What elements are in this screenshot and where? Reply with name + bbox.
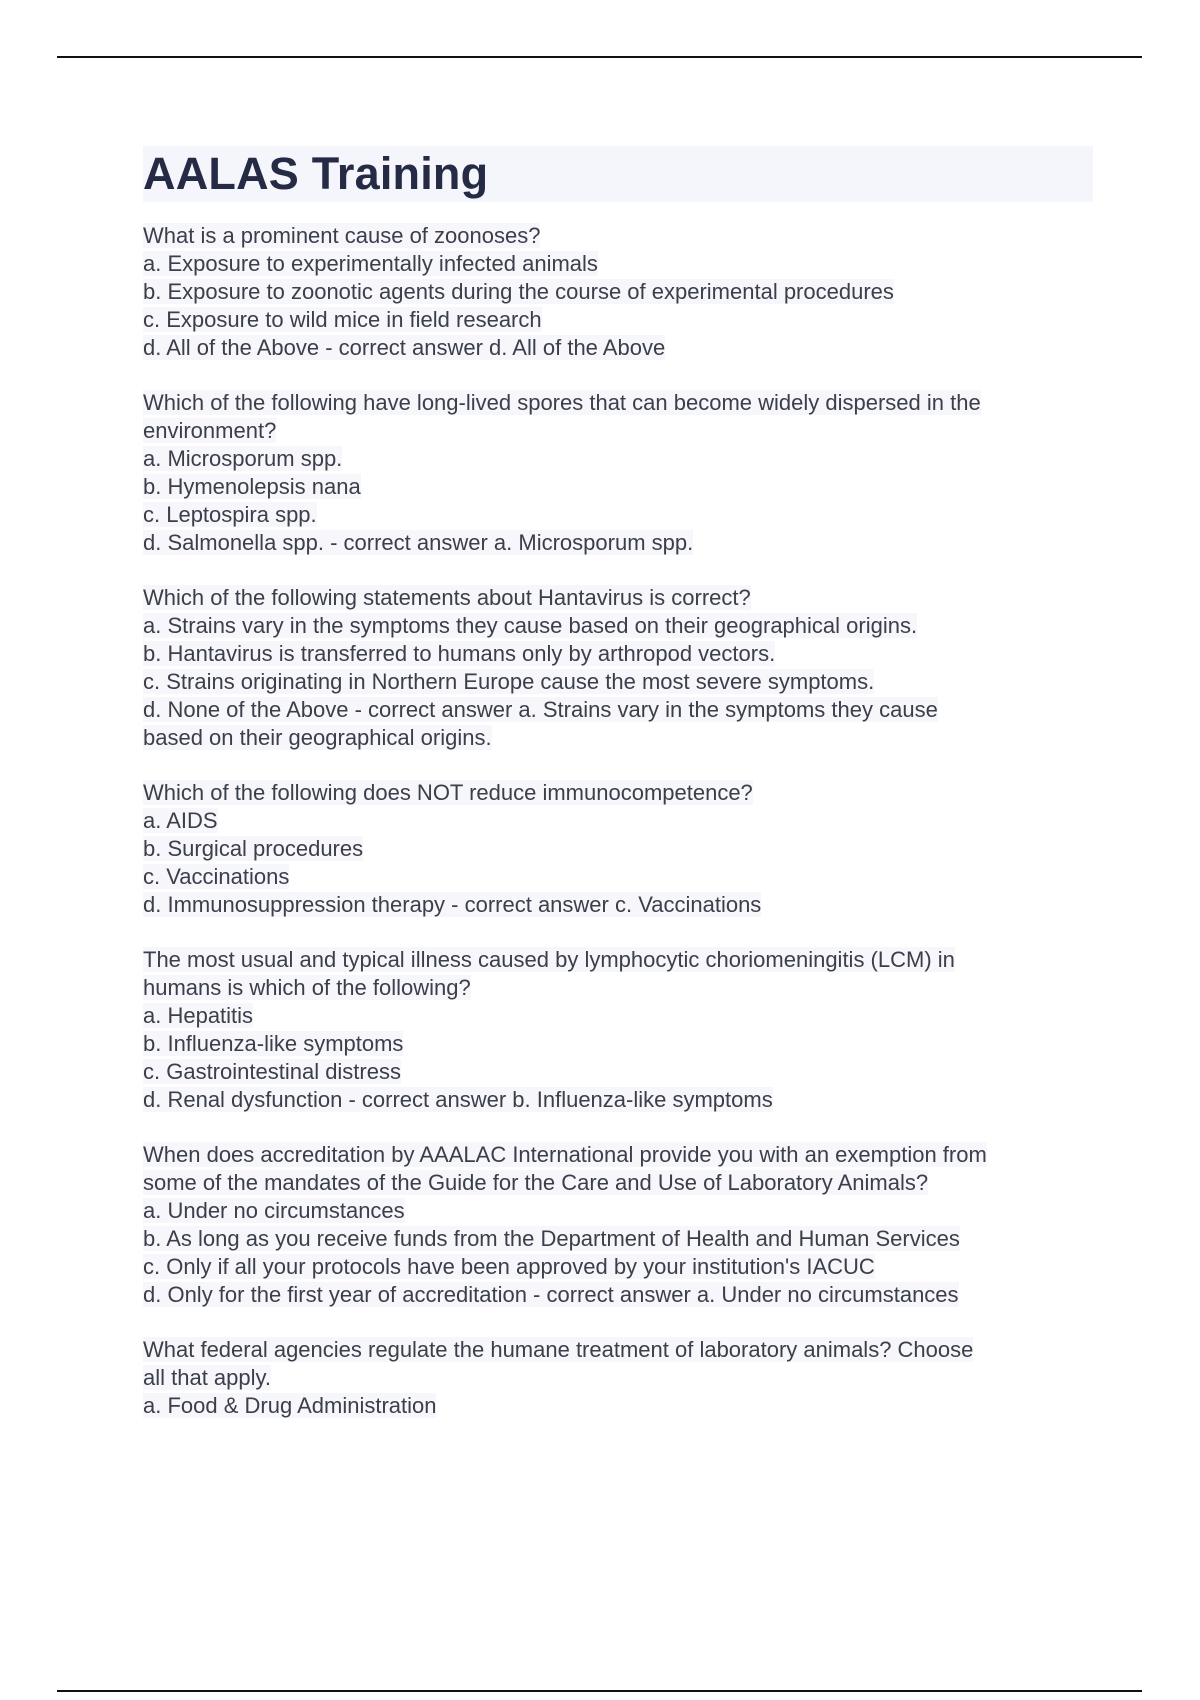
question-line (143, 584, 1093, 612)
question-line (143, 389, 1093, 417)
question-2 (143, 389, 1093, 557)
correct-answer-text: d. Immunosuppression therapy - correct answer c. Vaccinations (143, 892, 762, 917)
answer-option-text: c. Exposure to wild mice in field research (143, 307, 542, 332)
correct-answer-text: d. Renal dysfunction - correct answer b. Influenza-like symptoms (143, 1087, 773, 1112)
correct-answer-continuation (143, 724, 1093, 752)
question-4 (143, 779, 1093, 919)
answer-option-text: b. Surgical procedures (143, 836, 364, 861)
answer-option-with-correct-answer (143, 1281, 1093, 1309)
question-line (143, 974, 1093, 1002)
answer-option (143, 835, 1093, 863)
answer-option (143, 278, 1093, 306)
question-text: What is a prominent cause of zoonoses? (143, 223, 541, 248)
answer-option-with-correct-answer (143, 891, 1093, 919)
question-text: Which of the following statements about Hantavirus is correct? (143, 585, 751, 610)
top-rule (57, 56, 1142, 58)
answer-option-with-correct-answer (143, 334, 1093, 362)
answer-option-text: b. Exposure to zoonotic agents during the course of experimental procedures (143, 279, 894, 304)
correct-answer-text: d. All of the Above - correct answer d. All of the Above (143, 335, 666, 360)
answer-option-text: a. Food & Drug Administration (143, 1393, 437, 1418)
answer-option-text: a. AIDS (143, 808, 218, 833)
question-text: What federal agencies regulate the humane treatment of laboratory animals? Choose (143, 1337, 974, 1362)
question-7 (143, 1336, 1093, 1420)
answer-option (143, 1002, 1093, 1030)
answer-option-text: a. Microsporum spp. (143, 446, 343, 471)
question-text: When does accreditation by AAALAC International provide you with an exemption from (143, 1142, 987, 1167)
question-1 (143, 222, 1093, 362)
correct-answer-text: d. Salmonella spp. - correct answer a. Microsporum spp. (143, 530, 694, 555)
answer-option-text: b. Influenza-like symptoms (143, 1031, 404, 1056)
answer-option-text: b. Hymenolepsis nana (143, 474, 361, 499)
question-line (143, 1141, 1093, 1169)
answer-option (143, 473, 1093, 501)
answer-option-text: c. Leptospira spp. (143, 502, 317, 527)
answer-option (143, 863, 1093, 891)
answer-option (143, 668, 1093, 696)
document-body (143, 146, 1093, 1447)
answer-option (143, 250, 1093, 278)
question-text: environment? (143, 418, 277, 443)
answer-option (143, 807, 1093, 835)
question-text: Which of the following have long-lived spores that can become widely dispersed in the (143, 390, 981, 415)
answer-option (143, 1253, 1093, 1281)
answer-option-text: c. Only if all your protocols have been approved by your institution's IACUC (143, 1254, 875, 1279)
question-text: humans is which of the following? (143, 975, 471, 1000)
answer-option-text: b. Hantavirus is transferred to humans only by arthropod vectors. (143, 641, 776, 666)
page-title: AALAS Training (143, 146, 1093, 202)
question-text: The most usual and typical illness caused by lymphocytic choriomeningitis (LCM) in (143, 947, 955, 972)
question-6 (143, 1141, 1093, 1309)
answer-option-with-correct-answer (143, 529, 1093, 557)
answer-option (143, 445, 1093, 473)
bottom-rule (57, 1690, 1142, 1692)
answer-option (143, 1197, 1093, 1225)
answer-option-text: a. Under no circumstances (143, 1198, 405, 1223)
question-line (143, 946, 1093, 974)
correct-answer-text: d. Only for the first year of accreditation - correct answer a. Under no circumstances (143, 1282, 959, 1307)
answer-option-text: a. Strains vary in the symptoms they cause based on their geographical origins. (143, 613, 918, 638)
answer-option (143, 1058, 1093, 1086)
answer-option-with-correct-answer (143, 696, 1093, 724)
question-line (143, 1336, 1093, 1364)
answer-option-text: c. Strains originating in Northern Europe cause the most severe symptoms. (143, 669, 875, 694)
answer-option (143, 612, 1093, 640)
answer-option-text: a. Exposure to experimentally infected animals (143, 251, 598, 276)
correct-answer-text: d. None of the Above - correct answer a. Strains vary in the symptoms they cause (143, 697, 938, 722)
answer-option-text: a. Hepatitis (143, 1003, 254, 1028)
question-line (143, 222, 1093, 250)
answer-option-text: c. Gastrointestinal distress (143, 1059, 401, 1084)
answer-option (143, 501, 1093, 529)
question-text: some of the mandates of the Guide for the Care and Use of Laboratory Animals? (143, 1170, 929, 1195)
correct-answer-text: based on their geographical origins. (143, 725, 492, 750)
answer-option (143, 1225, 1093, 1253)
question-line (143, 1169, 1093, 1197)
question-text: all that apply. (143, 1365, 272, 1390)
answer-option (143, 640, 1093, 668)
answer-option (143, 306, 1093, 334)
answer-option-text: b. As long as you receive funds from the Department of Health and Human Services (143, 1226, 960, 1251)
question-line (143, 1364, 1093, 1392)
question-line (143, 417, 1093, 445)
answer-option-text: c. Vaccinations (143, 864, 290, 889)
answer-option (143, 1392, 1093, 1420)
answer-option (143, 1030, 1093, 1058)
answer-option-with-correct-answer (143, 1086, 1093, 1114)
question-text: Which of the following does NOT reduce immunocompetence? (143, 780, 753, 805)
question-3 (143, 584, 1093, 752)
question-line (143, 779, 1093, 807)
question-5 (143, 946, 1093, 1114)
